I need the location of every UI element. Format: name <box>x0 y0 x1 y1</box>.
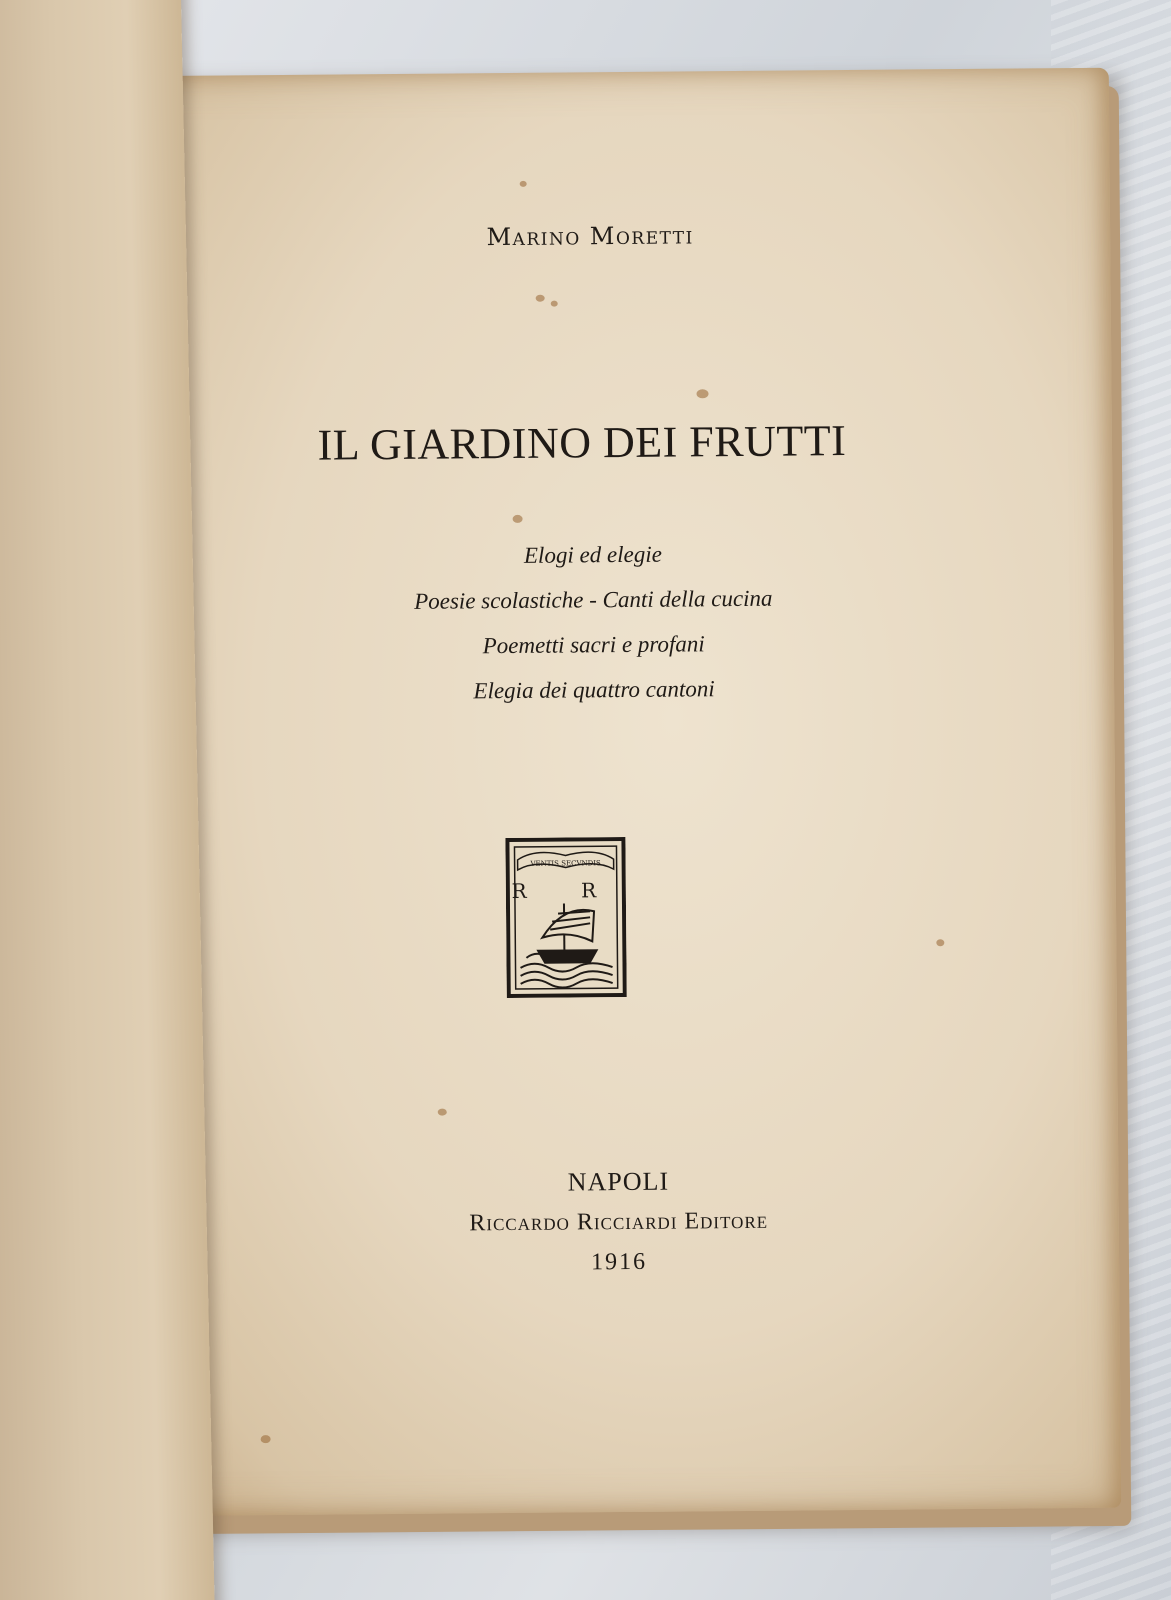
author-name: Marino Moretti <box>486 221 694 252</box>
publisher-name: Riccardo Ricciardi Editore <box>469 1207 769 1237</box>
foxing-spot <box>438 1109 447 1116</box>
subtitle-line: Elegia dei quattro cantoni <box>473 676 715 704</box>
printer-mark-ship-icon <box>505 837 626 998</box>
imprint <box>338 1160 899 1285</box>
printer-mark-letters: R R <box>511 878 621 903</box>
foxing-spot <box>261 1435 271 1443</box>
subtitle-line: Elogi ed elegie <box>523 541 663 568</box>
book-title: IL GIARDINO DEI FRUTTI <box>317 416 847 470</box>
foxing-spot <box>536 295 545 302</box>
subtitle-line: Poemetti sacri e profani <box>482 631 705 659</box>
facing-endpaper <box>0 0 215 1600</box>
foxing-spot <box>551 301 558 307</box>
title-page-text <box>129 68 1109 1276</box>
foxing-spot <box>520 181 527 187</box>
publisher-city: NAPOLI <box>567 1166 670 1197</box>
foxing-spot <box>936 939 944 946</box>
foxing-spot <box>696 389 708 398</box>
foxing-spot <box>513 515 523 523</box>
title-page <box>129 68 1122 1516</box>
printer-mark-motto: VENTIS SECVNDIS <box>530 859 601 868</box>
subtitle-list <box>263 529 925 715</box>
publication-year: 1916 <box>590 1248 648 1276</box>
subtitle-line: Poesie scolastiche - Canti della cucina <box>414 585 773 614</box>
